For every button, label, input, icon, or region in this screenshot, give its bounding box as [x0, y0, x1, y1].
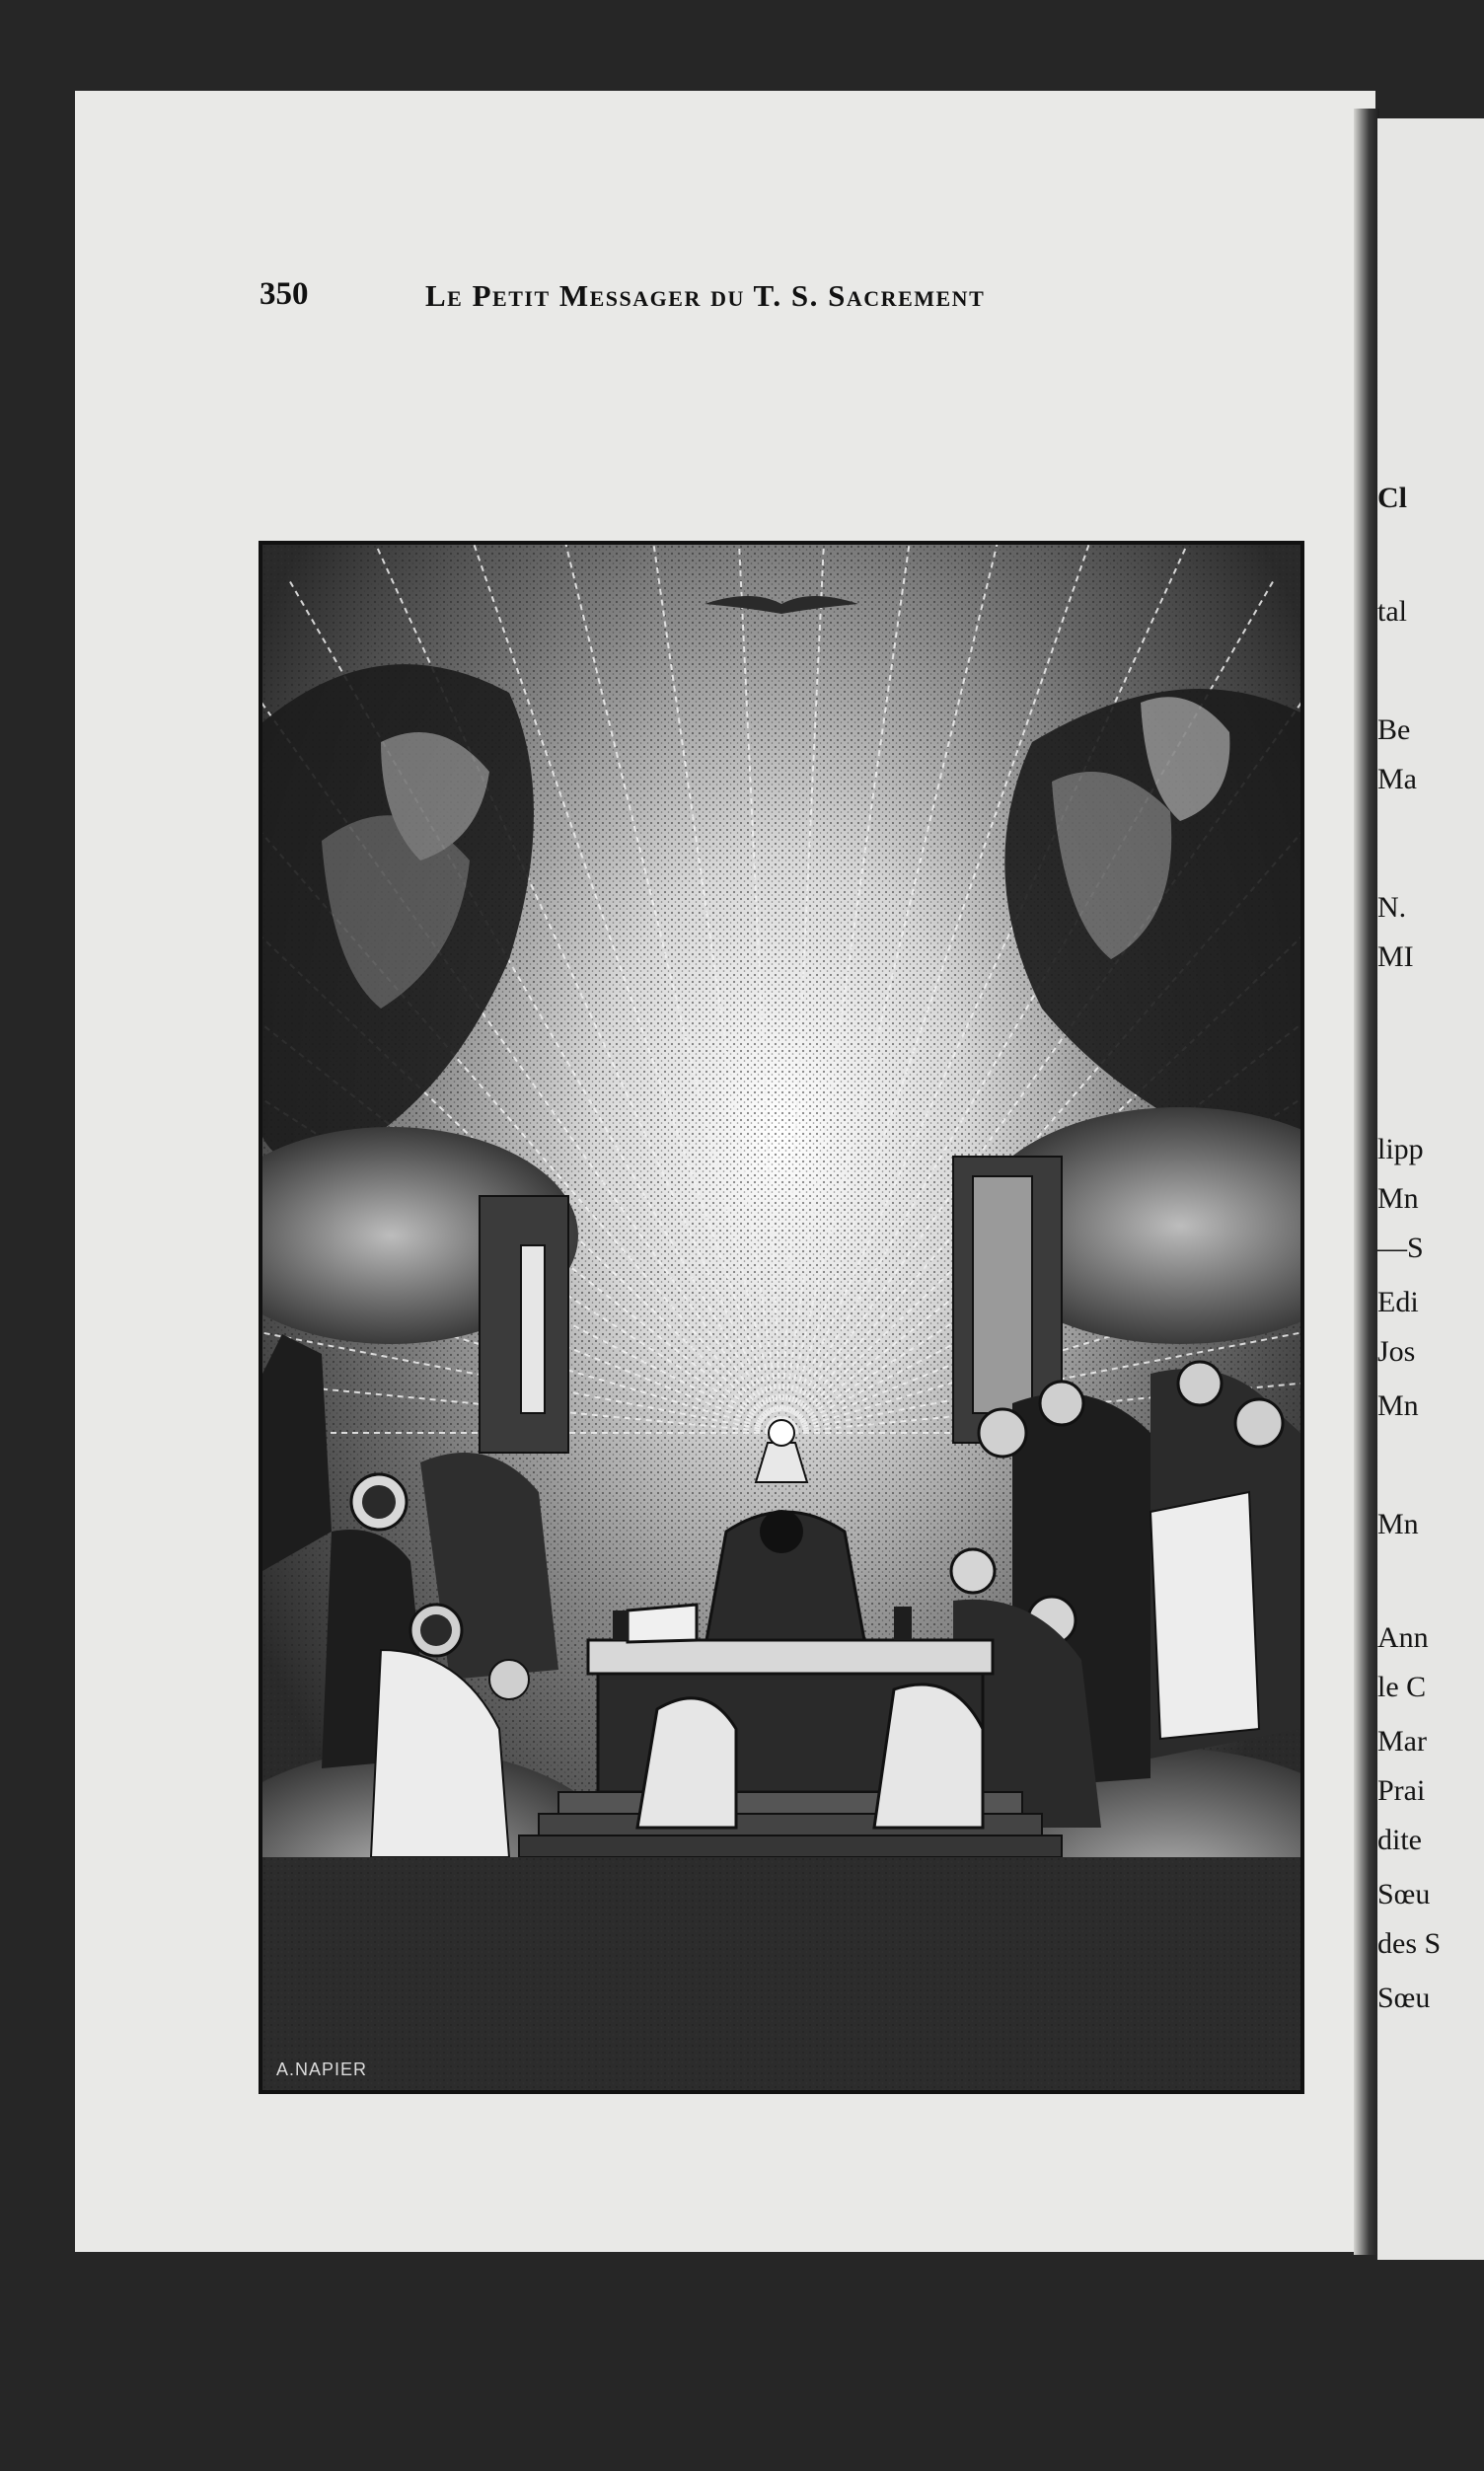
host: [769, 1420, 794, 1446]
running-title: Le Petit Messager du T. S. Sacrement: [425, 278, 986, 313]
facing-page-line: Prai: [1377, 1774, 1426, 1807]
elevation-engraving: [262, 545, 1300, 2090]
page-number: 350: [260, 276, 309, 312]
facing-page-line: Ma: [1377, 763, 1417, 795]
facing-page-line: Edi: [1377, 1286, 1419, 1318]
right-page: [1377, 118, 1484, 2260]
facing-page-line: N.: [1377, 891, 1407, 924]
facing-page-line: Ann: [1377, 1621, 1429, 1654]
facing-page-line: Sœu: [1377, 1878, 1431, 1910]
book-gutter: [1354, 109, 1379, 2255]
facing-page-line: dite: [1377, 1824, 1422, 1856]
running-head: [260, 276, 1207, 336]
facing-page-line: Mar: [1377, 1725, 1427, 1758]
facing-page-line: MI: [1377, 940, 1414, 973]
facing-page-line: —S: [1377, 1232, 1424, 1264]
facing-page-line: des S: [1377, 1927, 1442, 1960]
facing-page-line: Cl: [1377, 482, 1407, 514]
facing-page-line: le C: [1377, 1671, 1427, 1703]
engraving-illustration: [259, 541, 1304, 2094]
facing-page-line: Mn: [1377, 1389, 1419, 1422]
facing-page-line: Mn: [1377, 1182, 1419, 1215]
facing-page-line: Jos: [1377, 1335, 1416, 1368]
facing-page-line: tal: [1377, 595, 1407, 628]
facing-page-text: [1377, 118, 1484, 2260]
facing-page-line: Be: [1377, 713, 1411, 746]
facing-page-line: Sœu: [1377, 1982, 1431, 2014]
facing-page-line: Mn: [1377, 1508, 1419, 1540]
facing-page-line: lipp: [1377, 1133, 1424, 1165]
engraver-signature: A.NAPIER: [276, 2059, 368, 2079]
